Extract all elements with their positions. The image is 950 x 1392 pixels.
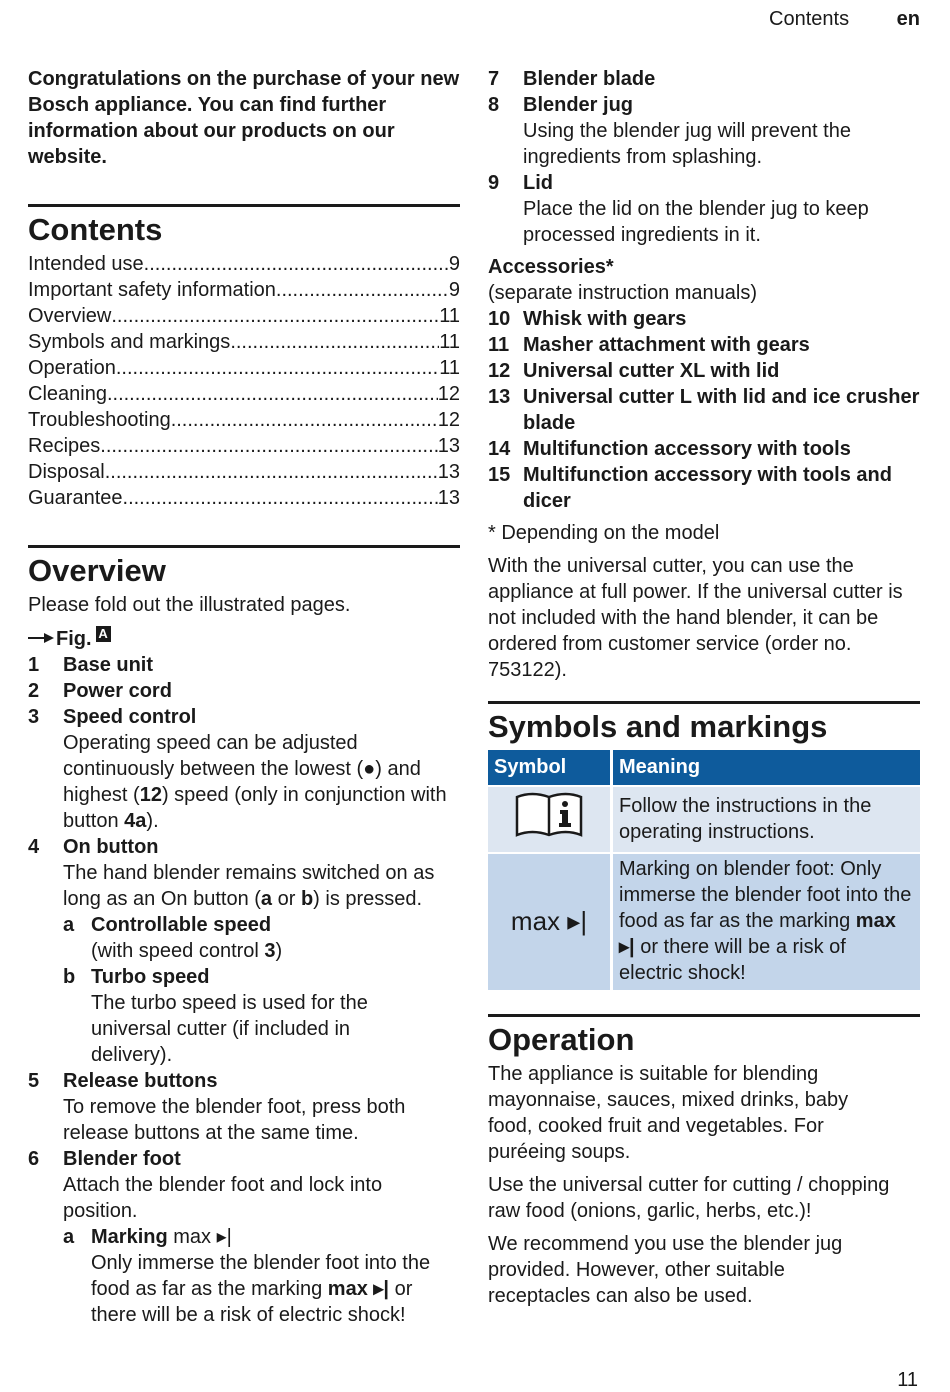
instructions-book-icon bbox=[514, 789, 584, 841]
toc-page: 13 bbox=[437, 461, 460, 483]
contents-list bbox=[28, 251, 460, 511]
toc-label: Cleaning bbox=[28, 383, 107, 405]
overview-item bbox=[488, 170, 920, 248]
toc-entry[interactable] bbox=[28, 381, 460, 407]
item-number: 3 bbox=[28, 706, 40, 728]
toc-page: 12 bbox=[437, 383, 460, 405]
toc-page: 9 bbox=[448, 253, 460, 275]
meaning-column-header: Meaning bbox=[613, 750, 920, 785]
item-title: On button bbox=[63, 836, 159, 858]
sub-title: Turbo speed bbox=[91, 966, 210, 988]
item-title: Blender jug bbox=[523, 94, 634, 116]
toc-leader bbox=[100, 433, 437, 459]
fig-box: A bbox=[96, 626, 111, 642]
fold-note: Please fold out the illustrated pages. bbox=[28, 594, 351, 616]
table-row bbox=[488, 787, 920, 852]
accessories-list bbox=[488, 306, 920, 514]
overview-item bbox=[28, 652, 460, 678]
toc-leader bbox=[123, 485, 438, 511]
item-title: Universal cutter XL with lid bbox=[523, 360, 780, 382]
header-language: en bbox=[896, 8, 920, 30]
item-title: Universal cutter L with lid and ice crusher blade bbox=[523, 386, 920, 434]
toc-page: 11 bbox=[439, 305, 460, 327]
toc-entry[interactable] bbox=[28, 329, 460, 355]
toc-entry[interactable] bbox=[28, 251, 460, 277]
item-number: 6 bbox=[28, 1148, 40, 1170]
sub-description: The turbo speed is used for the universal cutter (if included in delivery). bbox=[91, 992, 368, 1066]
item-description: To remove the blender foot, press both release buttons at the same time. bbox=[63, 1096, 406, 1144]
accessory-item bbox=[488, 306, 920, 332]
toc-label: Troubleshooting bbox=[28, 409, 171, 431]
overview-item bbox=[28, 834, 460, 1068]
operation-paragraph: Use the universal cutter for cutting / chopping raw food (onions, garlic, herbs, etc.)! bbox=[488, 1174, 890, 1222]
item-number: 8 bbox=[488, 94, 500, 116]
accessory-item bbox=[488, 358, 920, 384]
operation-heading: Operation bbox=[488, 1014, 920, 1057]
max-marking-icon: max ▸| bbox=[488, 854, 610, 990]
symbol-column-header: Symbol bbox=[488, 750, 610, 785]
item-title: Speed control bbox=[63, 706, 197, 728]
toc-page: 12 bbox=[437, 409, 460, 431]
toc-entry[interactable] bbox=[28, 277, 460, 303]
toc-label: Disposal bbox=[28, 461, 105, 483]
sub-item bbox=[63, 964, 460, 1068]
toc-leader bbox=[111, 303, 439, 329]
meaning-cell: Follow the instructions in the operating instructions. bbox=[613, 787, 920, 852]
toc-entry[interactable] bbox=[28, 303, 460, 329]
operation-paragraph: The appliance is suitable for blending mayonnaise, sauces, mixed drinks, baby food, cooked fruit and vegetables. For puréeing soups. bbox=[488, 1063, 849, 1163]
fig-label: Fig. bbox=[56, 628, 92, 650]
overview-item bbox=[28, 678, 460, 704]
item-title: Blender blade bbox=[523, 68, 656, 90]
accessories-note: (separate instruction manuals) bbox=[488, 282, 758, 304]
toc-label: Overview bbox=[28, 305, 112, 327]
toc-label: Recipes bbox=[28, 435, 101, 457]
item-title: Masher attachment with gears bbox=[523, 334, 810, 356]
left-column bbox=[28, 66, 460, 1328]
item-title: Blender foot bbox=[63, 1148, 181, 1170]
accessory-item bbox=[488, 384, 920, 436]
toc-label: Intended use bbox=[28, 253, 144, 275]
toc-label: Important safety information bbox=[28, 279, 276, 301]
overview-item bbox=[488, 66, 920, 92]
toc-page: 11 bbox=[439, 331, 460, 353]
toc-page: 13 bbox=[437, 487, 460, 509]
item-description: The hand blender remains switched on as long as an On button (a or b) is pressed. bbox=[63, 862, 435, 910]
figure-reference bbox=[28, 626, 460, 652]
table-row bbox=[488, 854, 920, 990]
item-number: 13 bbox=[488, 386, 511, 408]
sub-description: Only immerse the blender foot into the food as far as the marking max ▸| or there will be a risk of electric shock! bbox=[91, 1252, 431, 1326]
cutter-note: With the universal cutter, you can use the appliance at full power. If the universal cutter is not included with the hand blender, it can be ordered from customer service (order no. 753122). bbox=[488, 555, 903, 681]
item-number: 9 bbox=[488, 172, 500, 194]
item-description: Using the blender jug will prevent the ingredients from splashing. bbox=[523, 120, 851, 168]
toc-page: 13 bbox=[437, 435, 460, 457]
item-description: Attach the blender foot and lock into position. bbox=[63, 1174, 383, 1222]
toc-entry[interactable] bbox=[28, 459, 460, 485]
item-title: Multifunction accessory with tools bbox=[523, 438, 851, 460]
symbols-table bbox=[485, 748, 923, 992]
toc-entry[interactable] bbox=[28, 433, 460, 459]
item-number: 4 bbox=[28, 836, 40, 858]
header-section: Contents bbox=[769, 8, 850, 30]
toc-entry[interactable] bbox=[28, 407, 460, 433]
accessory-item bbox=[488, 462, 920, 514]
toc-label: Symbols and markings bbox=[28, 331, 231, 353]
sub-title: Marking max ▸| bbox=[91, 1226, 232, 1248]
max-marking-icon: max ▸| bbox=[173, 1226, 232, 1248]
page-number: 11 bbox=[897, 1369, 918, 1391]
sub-description: (with speed control 3) bbox=[91, 940, 283, 962]
symbols-heading: Symbols and markings bbox=[488, 701, 920, 744]
toc-leader bbox=[276, 277, 449, 303]
sub-letter: b bbox=[63, 966, 76, 988]
right-column bbox=[488, 66, 920, 1309]
footnote: * Depending on the model bbox=[488, 522, 720, 544]
item-number: 5 bbox=[28, 1070, 40, 1092]
overview-heading: Overview bbox=[28, 545, 460, 588]
sub-item bbox=[63, 1224, 460, 1328]
max-marking-icon: max ▸| bbox=[327, 1278, 390, 1300]
toc-entry[interactable] bbox=[28, 485, 460, 511]
toc-label: Operation bbox=[28, 357, 116, 379]
item-title: Lid bbox=[523, 172, 553, 194]
sub-title: Controllable speed bbox=[91, 914, 272, 936]
arrow-right-icon bbox=[28, 626, 56, 652]
toc-entry[interactable] bbox=[28, 355, 460, 381]
toc-leader bbox=[105, 459, 438, 485]
sub-item bbox=[63, 912, 460, 964]
item-title: Power cord bbox=[63, 680, 172, 702]
toc-label: Guarantee bbox=[28, 487, 123, 509]
overview-item bbox=[28, 1068, 460, 1146]
item-number: 14 bbox=[488, 438, 511, 460]
toc-leader bbox=[144, 251, 449, 277]
toc-leader bbox=[116, 355, 439, 381]
item-number: 2 bbox=[28, 680, 40, 702]
sub-letter: a bbox=[63, 1226, 75, 1248]
toc-page: 11 bbox=[439, 357, 460, 379]
item-number: 12 bbox=[488, 360, 511, 382]
operation-paragraph: We recommend you use the blender jug provided. However, other suitable receptacles can also be used. bbox=[488, 1233, 843, 1307]
item-description: Operating speed can be adjusted continuously between the lowest (●) and highest (12) speed (only in conjunction with button 4a). bbox=[63, 732, 447, 832]
overview-item bbox=[28, 704, 460, 834]
intro-text: Congratulations on the purchase of your new Bosch appliance. You can find further information about our products on our website. bbox=[28, 68, 460, 168]
toc-page: 9 bbox=[448, 279, 460, 301]
accessory-item bbox=[488, 332, 920, 358]
item-title: Base unit bbox=[63, 654, 154, 676]
toc-leader bbox=[171, 407, 438, 433]
toc-leader bbox=[107, 381, 438, 407]
item-number: 1 bbox=[28, 654, 40, 676]
item-number: 15 bbox=[488, 464, 511, 486]
item-description: Place the lid on the blender jug to keep processed ingredients in it. bbox=[523, 198, 869, 246]
sub-letter: a bbox=[63, 914, 75, 936]
contents-heading: Contents bbox=[28, 204, 460, 247]
accessories-heading: Accessories* bbox=[488, 256, 614, 278]
item-number: 11 bbox=[488, 334, 510, 356]
item-title: Multifunction accessory with tools and dicer bbox=[523, 464, 892, 512]
overview-item bbox=[488, 92, 920, 170]
item-title: Release buttons bbox=[63, 1070, 218, 1092]
symbol-cell bbox=[488, 787, 610, 852]
page-header bbox=[769, 8, 920, 31]
accessory-item bbox=[488, 436, 920, 462]
overview-item bbox=[28, 1146, 460, 1328]
meaning-cell: Marking on blender foot: Only immerse the blender foot into the food as far as the marking max ▸| or there will be a risk of electric shock! bbox=[613, 854, 920, 990]
toc-leader bbox=[230, 329, 439, 355]
item-number: 10 bbox=[488, 308, 511, 330]
item-number: 7 bbox=[488, 68, 500, 90]
item-title: Whisk with gears bbox=[523, 308, 687, 330]
